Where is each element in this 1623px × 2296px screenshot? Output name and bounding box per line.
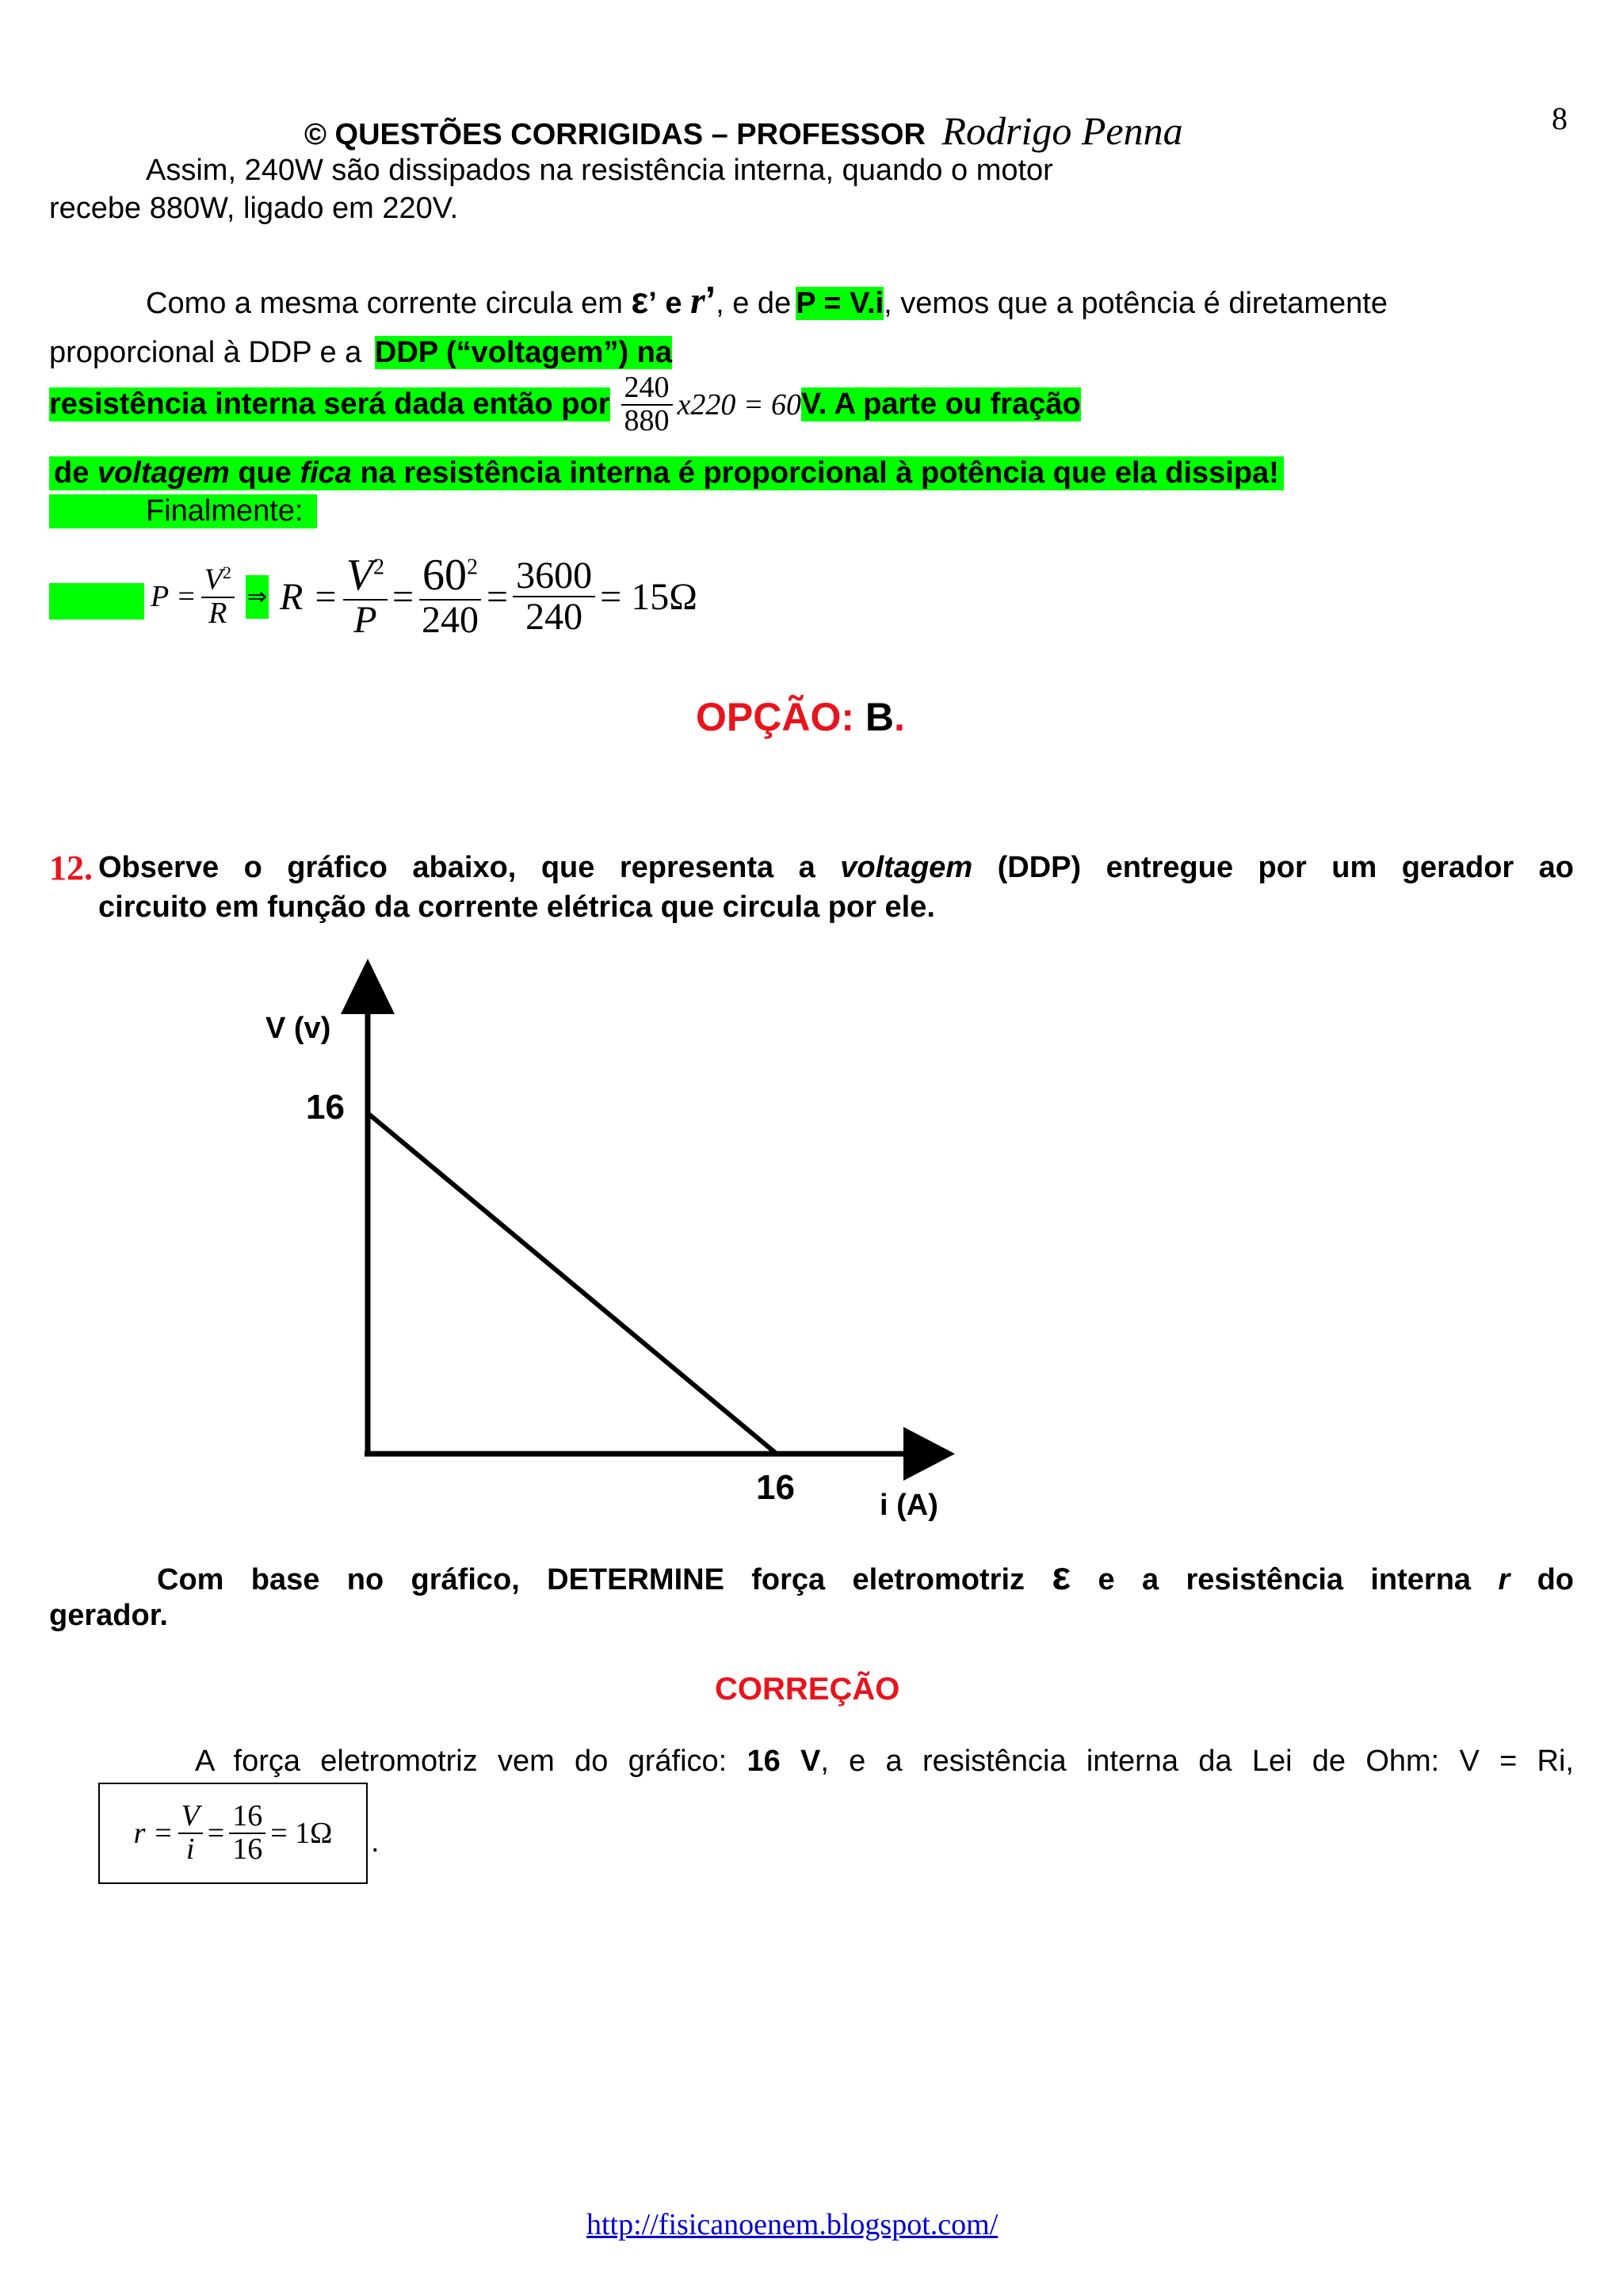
para2-line-4: de voltagem que fica na resistência interna é proporcional à potência que ela dissipa! — [49, 456, 1284, 490]
answer-letter: B — [865, 695, 895, 739]
question-line-1: Observe o gráfico abaixo, que representa a voltagem (DDP) entregue por um gerador ao — [98, 851, 1575, 884]
question-line-2: circuito em função da corrente elétrica que circula por ele. — [98, 891, 935, 924]
r-symbol: r — [690, 280, 705, 322]
author-signature: Rodrigo Penna — [941, 109, 1183, 153]
answer-line: OPÇÃO: B. — [696, 695, 905, 739]
task-line-2: gerador. — [49, 1599, 168, 1632]
equation-result: = 15Ω — [600, 575, 697, 618]
ohm-result-box: r = $\frac{V}{i}$ = $\frac{16}{16}$ = 1Ω — [98, 1783, 368, 1884]
question-number: 12. — [49, 849, 93, 887]
implies-symbol: ⇒ — [246, 575, 269, 619]
x-axis-arrow — [903, 1427, 955, 1481]
ohm-period: . — [371, 1825, 380, 1859]
mult-expression: x220 = 60 — [677, 387, 802, 421]
series-line — [368, 1113, 777, 1454]
power-equation: P = $\frac{V^2}{R}$ ⇒ R = $\frac{V^2}{P}$ = $\frac{60^2}{240}$ = $\frac{3600}{240}$ = 15Ω — [151, 551, 697, 642]
para2-line-3 — [49, 372, 1081, 437]
y-tick-label: 16 — [306, 1088, 345, 1127]
highlight-formula: P = V.i — [796, 287, 884, 320]
x-axis-label: i (A) — [880, 1489, 938, 1522]
fraction-v-i: $\frac{V}{i}$ — [178, 1801, 203, 1866]
epsilon-symbol-task: ε — [1052, 1554, 1071, 1598]
fraction-v2-r: $\frac{V^2}{R}$ — [201, 563, 235, 629]
highlight-fracao: V. A parte ou fração — [801, 387, 1081, 421]
vi-graph — [238, 959, 983, 1529]
correction-title: CORREÇÃO — [715, 1672, 900, 1707]
fraction-60-240: $\frac{60^2}{240}$ — [418, 552, 482, 640]
header-copyright: © QUESTÕES CORRIGIDAS – PROFESSOR — [304, 118, 926, 151]
x-tick-label: 16 — [756, 1468, 795, 1507]
correction-line-1: A força eletromotriz vem do gráfico: 16 V, e a resistência interna da Lei de Ohm: V = Ri, — [195, 1745, 1574, 1778]
para2-line-1: Como a mesma corrente circula em ε’ e r’, e de P = V.i, vemos que a potência é diretamente — [146, 280, 1388, 322]
finally-label: Finalmente: — [49, 494, 317, 528]
fraction-3600-240: $\frac{3600}{240}$ — [513, 556, 595, 638]
footer-link[interactable]: http://fisicanoenem.blogspot.com/ — [586, 2208, 999, 2241]
task-line-1: Com base no gráfico, DETERMINE força eletromotriz ε e a resistência interna r do — [157, 1554, 1575, 1598]
y-axis-arrow — [341, 959, 395, 1014]
page-header — [304, 108, 1183, 154]
page-number: 8 — [1552, 101, 1568, 136]
intro-line-1: Assim, 240W são dissipados na resistência interna, quando o motor — [146, 154, 1053, 187]
highlight-block — [49, 583, 144, 620]
answer-label: OPÇÃO: — [696, 695, 854, 739]
y-axis-label: V (v) — [265, 1012, 331, 1045]
intro-line-2: recebe 880W, ligado em 220V. — [49, 192, 459, 225]
fraction-v2-p: $\frac{V^2}{P}$ — [343, 552, 388, 640]
para2-line-2: proporcional à DDP e a DDP (“voltagem”) na — [49, 336, 673, 369]
fraction-240-880: $\frac{240}{880}$ — [621, 372, 673, 437]
highlight-resistencia: resistência interna será dada então por — [49, 387, 610, 421]
epsilon-symbol: ε — [631, 280, 649, 321]
highlight-ddp: DDP (“voltagem”) na — [374, 336, 673, 369]
fraction-16-16: $\frac{16}{16}$ — [229, 1801, 265, 1866]
